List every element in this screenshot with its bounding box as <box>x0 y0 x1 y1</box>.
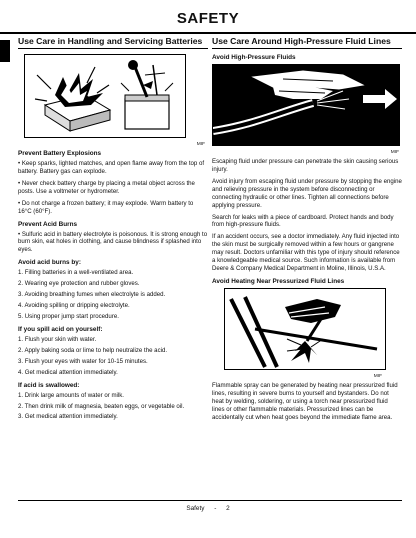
high-pressure-illustration <box>212 64 400 146</box>
avoid-list <box>18 269 208 321</box>
swallowed-list <box>18 392 208 422</box>
explosions-item: • Do not charge a frozen battery; it may explode. Warm battery to 16°C (60°F). <box>18 199 194 215</box>
torch-heating-lines-illustration <box>225 289 385 369</box>
footer-divider <box>18 500 402 501</box>
battery-section-title: Use Care in Handling and Servicing Batteries <box>18 36 208 49</box>
list-item: 4. Get medical attention immediately. <box>18 368 118 376</box>
page-number: - 2 <box>214 505 230 512</box>
fluid-figure-wrap <box>212 64 402 155</box>
avoid-heading: Avoid acid burns by: <box>18 259 81 267</box>
footer <box>0 505 416 512</box>
swallowed-heading: If acid is swallowed: <box>18 381 80 389</box>
list-item: 4. Avoiding spilling or dripping electrolyte. <box>18 302 130 310</box>
fluids-paragraph: Escaping fluid under pressure can penetrate the skin causing serious injury. <box>212 158 399 173</box>
page-title: SAFETY <box>176 10 240 27</box>
torch-illustration <box>224 288 386 370</box>
battery-figure-wrap <box>18 54 208 147</box>
explosions-item: • Keep sparks, lighted matches, and open flame away from the top of battery. Battery gas can explode. <box>18 160 205 175</box>
list-item: 5. Using proper jump start procedure. <box>18 312 119 320</box>
list-item: 3. Avoiding breathing fumes when electrolyte is added. <box>18 291 166 299</box>
hand-fluid-jet-illustration <box>213 65 399 145</box>
figure-tag: MIF <box>373 373 382 379</box>
list-item: 1. Filling batteries in a well-ventilated area. <box>18 269 134 277</box>
battery-explosion-illustration <box>25 55 185 137</box>
heating-heading: Avoid Heating Near Pressurized Fluid Lines <box>212 277 345 285</box>
explosions-item: • Never check battery charge by placing a metal object across the posts. Use a voltmeter or hydrometer. <box>18 179 195 195</box>
right-column <box>212 36 402 426</box>
burns-heading: Prevent Acid Burns <box>18 220 78 228</box>
fluids-paragraph: Search for leaks with a piece of cardboard. Protect hands and body from high-pressure fluids. <box>212 213 394 229</box>
list-item: 1. Flush your skin with water. <box>18 335 97 343</box>
fluids-paragraph: If an accident occurs, see a doctor immediately. Any fluid injected into the skin must be surgically removed within a few hours or gangrene may result. Doctors unfamiliar with this type of injury should reference a knowledgeable medical source. Such information is available from Deere & Company Medical Department in Moline, Illinois, U.S.A. <box>212 233 400 273</box>
heating-figure-wrap <box>212 288 402 379</box>
section-tab-marker <box>0 40 10 62</box>
battery-illustration <box>24 54 186 138</box>
explosions-heading: Prevent Battery Explosions <box>18 150 102 157</box>
list-item: 3. Get medical attention immediately. <box>18 413 118 421</box>
list-item: 2. Apply baking soda or lime to help neutralize the acid. <box>18 346 168 354</box>
list-item: 3. Flush your eyes with water for 10-15 minutes. <box>18 357 148 365</box>
heating-paragraph: Flammable spray can be generated by heating near pressurized fluid lines, resulting in severe burns to yourself and bystanders. Do not heat by welding, soldering, or using a torch near pressurized fluid lines or other flammable materials. Pressurized lines can be accidentally cut when heat goes beyond the immediate flame area. <box>212 381 398 421</box>
left-column <box>18 36 208 425</box>
fluids-heading: Avoid High-Pressure Fluids <box>212 54 296 61</box>
figure-tag: MIF <box>196 142 205 147</box>
fluid-section-title: Use Care Around High-Pressure Fluid Lines <box>212 36 402 49</box>
spill-list <box>18 336 208 377</box>
list-item: 2. Then drink milk of magnesia, beaten eggs, or vegetable oil. <box>18 402 185 410</box>
list-item: 2. Wearing eye protection and rubber gloves. <box>18 280 140 288</box>
footer-section: Safety <box>186 505 205 512</box>
burns-item: • Sulfuric acid in battery electrolyte is poisonous. It is strong enough to burn skin, eat holes in clothing, and cause blindness if splashed into eyes. <box>18 230 208 254</box>
figure-tag: MIF <box>390 150 399 155</box>
list-item: 1. Drink large amounts of water or milk. <box>18 391 125 399</box>
fluids-paragraph: Avoid injury from escaping fluid under pressure by stopping the engine and relieving pressure in the system before disconnecting or connecting hydraulic or other lines. Tighten all connections before applying pressure. <box>212 177 402 209</box>
spill-heading: If you spill acid on yourself: <box>18 325 103 333</box>
